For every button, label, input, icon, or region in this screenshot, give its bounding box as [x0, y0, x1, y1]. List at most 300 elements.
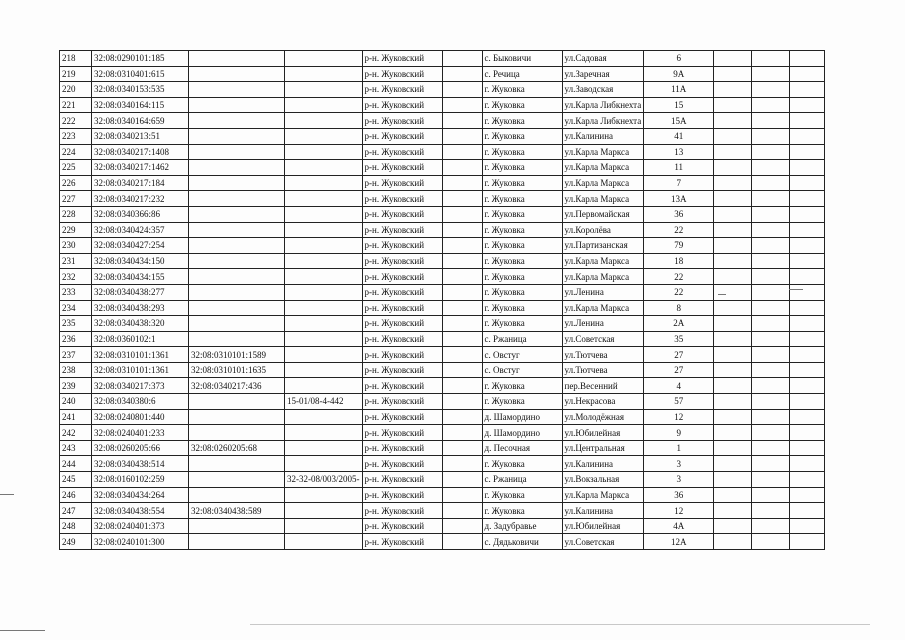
cell-extra	[790, 97, 825, 113]
cell-extra	[714, 362, 752, 378]
cell-district: р-н. Жуковский	[362, 518, 442, 534]
cell-district: р-н. Жуковский	[362, 362, 442, 378]
cell-house-number: 22	[644, 284, 714, 300]
cell-row-number: 245	[60, 472, 92, 488]
scan-artifact	[718, 294, 726, 295]
cell-blank	[442, 51, 482, 67]
cell-cadastral-number: 32:08:0240101:300	[92, 534, 189, 550]
cell-extra	[752, 269, 790, 285]
cell-extra	[790, 51, 825, 67]
cell-extra	[752, 253, 790, 269]
cell-cadastral-number: 32:08:0340164:659	[92, 113, 189, 129]
cell-cadastral-number-2	[189, 113, 285, 129]
cell-extra	[790, 518, 825, 534]
cell-house-number: 27	[644, 362, 714, 378]
cell-registration-number	[285, 269, 363, 285]
cell-cadastral-number: 32:08:0340153:535	[92, 82, 189, 98]
cell-extra	[714, 378, 752, 394]
cell-extra	[714, 316, 752, 332]
cell-cadastral-number: 32:08:0340424:357	[92, 222, 189, 238]
cell-extra	[752, 222, 790, 238]
table-row	[60, 144, 825, 160]
table-row	[60, 269, 825, 285]
cell-cadastral-number: 32:08:0360102:1	[92, 331, 189, 347]
cell-cadastral-number-2	[189, 253, 285, 269]
table-row	[60, 222, 825, 238]
cell-cadastral-number-2	[189, 206, 285, 222]
cell-street: ул.Юбилейная	[562, 425, 644, 441]
cell-cadastral-number-2	[189, 534, 285, 550]
cell-blank	[442, 487, 482, 503]
cell-row-number: 227	[60, 191, 92, 207]
cell-house-number: 22	[644, 269, 714, 285]
cell-extra	[752, 440, 790, 456]
table-row	[60, 487, 825, 503]
cell-district: р-н. Жуковский	[362, 394, 442, 410]
cell-extra	[714, 82, 752, 98]
cell-settlement: с. Быковичи	[482, 51, 562, 67]
cell-district: р-н. Жуковский	[362, 206, 442, 222]
cell-blank	[442, 378, 482, 394]
cell-street: ул.Карла Маркса	[562, 253, 644, 269]
cell-street: ул.Молодёжная	[562, 409, 644, 425]
cell-extra	[790, 238, 825, 254]
cell-house-number: 4А	[644, 518, 714, 534]
cell-extra	[714, 394, 752, 410]
cell-district: р-н. Жуковский	[362, 113, 442, 129]
cell-extra	[790, 82, 825, 98]
cell-blank	[442, 144, 482, 160]
cell-extra	[752, 51, 790, 67]
cell-extra	[714, 206, 752, 222]
cell-district: р-н. Жуковский	[362, 128, 442, 144]
cell-row-number: 221	[60, 97, 92, 113]
cell-extra	[790, 66, 825, 82]
cell-house-number: 79	[644, 238, 714, 254]
cell-extra	[714, 113, 752, 129]
cell-blank	[442, 409, 482, 425]
cell-district: р-н. Жуковский	[362, 425, 442, 441]
cell-house-number: 36	[644, 206, 714, 222]
cell-settlement: с. Речица	[482, 66, 562, 82]
cell-row-number: 239	[60, 378, 92, 394]
cell-street: ул.Партизанская	[562, 238, 644, 254]
cell-blank	[442, 472, 482, 488]
cell-district: р-н. Жуковский	[362, 534, 442, 550]
cell-district: р-н. Жуковский	[362, 472, 442, 488]
cell-registration-number	[285, 534, 363, 550]
cell-registration-number: 15-01/08-4-442	[285, 394, 363, 410]
cell-cadastral-number-2: 32:08:0310101:1589	[189, 347, 285, 363]
cell-blank	[442, 284, 482, 300]
cell-cadastral-number-2	[189, 66, 285, 82]
cell-cadastral-number: 32:08:0260205:66	[92, 440, 189, 456]
cell-row-number: 240	[60, 394, 92, 410]
table-row	[60, 300, 825, 316]
cell-street: ул.Центральная	[562, 440, 644, 456]
cell-extra	[714, 191, 752, 207]
table-row	[60, 284, 825, 300]
cell-settlement: г. Жуковка	[482, 378, 562, 394]
cell-row-number: 249	[60, 534, 92, 550]
cell-settlement: г. Жуковка	[482, 487, 562, 503]
cell-settlement: г. Жуковка	[482, 456, 562, 472]
table-row	[60, 409, 825, 425]
cell-extra	[790, 253, 825, 269]
cell-blank	[442, 97, 482, 113]
cell-extra	[752, 472, 790, 488]
cell-extra	[752, 347, 790, 363]
cell-street: ул.Карла Маркса	[562, 144, 644, 160]
cell-street: ул.Заречная	[562, 66, 644, 82]
cell-extra	[752, 191, 790, 207]
cell-settlement: г. Жуковка	[482, 269, 562, 285]
cell-registration-number	[285, 144, 363, 160]
cell-settlement: с. Ржаница	[482, 331, 562, 347]
cell-row-number: 243	[60, 440, 92, 456]
cell-settlement: г. Жуковка	[482, 238, 562, 254]
cell-extra	[714, 518, 752, 534]
cell-cadastral-number-2	[189, 222, 285, 238]
cell-district: р-н. Жуковский	[362, 160, 442, 176]
cell-extra	[790, 472, 825, 488]
cell-cadastral-number-2	[189, 316, 285, 332]
cell-row-number: 242	[60, 425, 92, 441]
cell-cadastral-number-2	[189, 425, 285, 441]
cell-cadastral-number: 32:08:0340434:155	[92, 269, 189, 285]
cell-district: р-н. Жуковский	[362, 222, 442, 238]
cell-extra	[752, 97, 790, 113]
cell-registration-number	[285, 97, 363, 113]
cell-extra	[790, 347, 825, 363]
table-row	[60, 503, 825, 519]
cell-extra	[714, 503, 752, 519]
cell-district: р-н. Жуковский	[362, 66, 442, 82]
table-row	[60, 347, 825, 363]
cell-row-number: 222	[60, 113, 92, 129]
cell-street: ул.Карла Либкнехта	[562, 97, 644, 113]
cell-extra	[790, 394, 825, 410]
cell-blank	[442, 238, 482, 254]
cell-cadastral-number-2	[189, 472, 285, 488]
cell-cadastral-number: 32:08:0240401:373	[92, 518, 189, 534]
table-row	[60, 456, 825, 472]
table-row	[60, 97, 825, 113]
cell-row-number: 230	[60, 238, 92, 254]
cell-blank	[442, 269, 482, 285]
cell-cadastral-number-2	[189, 456, 285, 472]
cell-registration-number	[285, 82, 363, 98]
cell-cadastral-number: 32:08:0310401:615	[92, 66, 189, 82]
cell-extra	[714, 284, 752, 300]
cell-settlement: г. Жуковка	[482, 300, 562, 316]
cell-blank	[442, 82, 482, 98]
cell-street: ул.Карла Маркса	[562, 160, 644, 176]
cell-street: ул.Карла Маркса	[562, 487, 644, 503]
cell-row-number: 220	[60, 82, 92, 98]
cell-extra	[714, 66, 752, 82]
cell-registration-number	[285, 425, 363, 441]
cell-district: р-н. Жуковский	[362, 97, 442, 113]
cell-house-number: 12А	[644, 534, 714, 550]
cell-cadastral-number-2	[189, 487, 285, 503]
cell-extra	[752, 206, 790, 222]
cell-cadastral-number-2	[189, 409, 285, 425]
cell-extra	[714, 51, 752, 67]
table-row	[60, 316, 825, 332]
cell-district: р-н. Жуковский	[362, 409, 442, 425]
cell-row-number: 231	[60, 253, 92, 269]
cell-blank	[442, 222, 482, 238]
cell-registration-number	[285, 503, 363, 519]
cell-house-number: 12	[644, 409, 714, 425]
table-row	[60, 160, 825, 176]
cell-cadastral-number-2	[189, 51, 285, 67]
cell-settlement: г. Жуковка	[482, 284, 562, 300]
cell-cadastral-number-2	[189, 518, 285, 534]
cell-extra	[714, 300, 752, 316]
cell-extra	[714, 487, 752, 503]
table-row	[60, 534, 825, 550]
cell-district: р-н. Жуковский	[362, 269, 442, 285]
cell-district: р-н. Жуковский	[362, 51, 442, 67]
cell-blank	[442, 191, 482, 207]
cell-house-number: 4	[644, 378, 714, 394]
cell-settlement: г. Жуковка	[482, 394, 562, 410]
cell-extra	[790, 534, 825, 550]
cell-street: ул.Советская	[562, 331, 644, 347]
cell-registration-number	[285, 378, 363, 394]
table-row	[60, 206, 825, 222]
cell-house-number: 1	[644, 440, 714, 456]
cell-blank	[442, 347, 482, 363]
table-row	[60, 518, 825, 534]
cell-blank	[442, 456, 482, 472]
table-row	[60, 253, 825, 269]
cell-cadastral-number-2: 32:08:0340438:589	[189, 503, 285, 519]
cell-row-number: 219	[60, 66, 92, 82]
cell-extra	[714, 144, 752, 160]
cell-registration-number	[285, 362, 363, 378]
cell-street: ул.Юбилейная	[562, 518, 644, 534]
cell-registration-number	[285, 66, 363, 82]
cell-registration-number	[285, 300, 363, 316]
cell-cadastral-number: 32:08:0240401:233	[92, 425, 189, 441]
cell-extra	[752, 409, 790, 425]
cell-extra	[790, 316, 825, 332]
cell-settlement: г. Жуковка	[482, 222, 562, 238]
cell-cadastral-number-2	[189, 238, 285, 254]
cell-settlement: г. Жуковка	[482, 253, 562, 269]
cell-blank	[442, 316, 482, 332]
cell-blank	[442, 440, 482, 456]
cell-extra	[790, 425, 825, 441]
cell-house-number: 12	[644, 503, 714, 519]
cell-cadastral-number-2	[189, 300, 285, 316]
cell-extra	[714, 534, 752, 550]
cell-row-number: 223	[60, 128, 92, 144]
table-row	[60, 82, 825, 98]
cell-settlement: г. Жуковка	[482, 113, 562, 129]
cell-street: ул.Первомайская	[562, 206, 644, 222]
table-row	[60, 440, 825, 456]
cell-blank	[442, 206, 482, 222]
cell-extra	[752, 394, 790, 410]
cell-street: ул.Калинина	[562, 456, 644, 472]
cell-street: пер.Весенний	[562, 378, 644, 394]
cell-row-number: 224	[60, 144, 92, 160]
cell-house-number: 6	[644, 51, 714, 67]
cell-extra	[752, 238, 790, 254]
cell-district: р-н. Жуковский	[362, 316, 442, 332]
cell-blank	[442, 518, 482, 534]
cell-extra	[790, 175, 825, 191]
cell-blank	[442, 362, 482, 378]
cell-cadastral-number-2	[189, 144, 285, 160]
table-row	[60, 128, 825, 144]
cell-settlement: г. Жуковка	[482, 128, 562, 144]
table-row	[60, 394, 825, 410]
cell-settlement: д. Шамордино	[482, 425, 562, 441]
cell-registration-number	[285, 253, 363, 269]
cell-blank	[442, 394, 482, 410]
cell-house-number: 15	[644, 97, 714, 113]
cell-district: р-н. Жуковский	[362, 175, 442, 191]
table-row	[60, 51, 825, 67]
cell-cadastral-number: 32:08:0160102:259	[92, 472, 189, 488]
cell-settlement: г. Жуковка	[482, 503, 562, 519]
scan-artifact	[789, 289, 803, 290]
cell-extra	[714, 425, 752, 441]
cell-cadastral-number: 32:08:0340217:373	[92, 378, 189, 394]
cell-district: р-н. Жуковский	[362, 238, 442, 254]
cell-district: р-н. Жуковский	[362, 144, 442, 160]
cell-extra	[790, 113, 825, 129]
cell-blank	[442, 113, 482, 129]
cell-street: ул.Карла Маркса	[562, 175, 644, 191]
cell-cadastral-number-2	[189, 82, 285, 98]
cell-cadastral-number-2	[189, 175, 285, 191]
cell-extra	[714, 331, 752, 347]
cell-extra	[790, 269, 825, 285]
cell-extra	[714, 253, 752, 269]
cell-extra	[714, 238, 752, 254]
cell-house-number: 13	[644, 144, 714, 160]
cell-extra	[790, 456, 825, 472]
cell-house-number: 11А	[644, 82, 714, 98]
cell-street: ул.Некрасова	[562, 394, 644, 410]
scan-artifact	[250, 624, 870, 625]
cell-district: р-н. Жуковский	[362, 487, 442, 503]
cell-house-number: 11	[644, 160, 714, 176]
cell-blank	[442, 253, 482, 269]
cell-extra	[752, 331, 790, 347]
cell-extra	[752, 66, 790, 82]
cell-settlement: г. Жуковка	[482, 160, 562, 176]
cell-blank	[442, 66, 482, 82]
cell-settlement: с. Ржаница	[482, 472, 562, 488]
cell-house-number: 27	[644, 347, 714, 363]
cell-cadastral-number: 32:08:0340438:514	[92, 456, 189, 472]
table-row	[60, 378, 825, 394]
cell-blank	[442, 425, 482, 441]
cell-house-number: 41	[644, 128, 714, 144]
cell-row-number: 236	[60, 331, 92, 347]
cell-registration-number	[285, 128, 363, 144]
cell-blank	[442, 300, 482, 316]
cell-extra	[714, 128, 752, 144]
cell-registration-number	[285, 331, 363, 347]
cell-blank	[442, 331, 482, 347]
cell-registration-number	[285, 456, 363, 472]
cell-registration-number	[285, 206, 363, 222]
cell-street: ул.Советская	[562, 534, 644, 550]
table-row	[60, 191, 825, 207]
cell-street: ул.Калинина	[562, 128, 644, 144]
cell-extra	[714, 456, 752, 472]
cell-street: ул.Карла Либкнехта	[562, 113, 644, 129]
cell-cadastral-number-2	[189, 394, 285, 410]
cell-cadastral-number: 32:08:0340217:1462	[92, 160, 189, 176]
cell-extra	[752, 175, 790, 191]
cell-cadastral-number: 32:08:0340164:115	[92, 97, 189, 113]
cell-district: р-н. Жуковский	[362, 284, 442, 300]
cell-cadastral-number: 32:08:0340438:293	[92, 300, 189, 316]
cell-cadastral-number-2: 32:08:0260205:68	[189, 440, 285, 456]
cell-extra	[790, 284, 825, 300]
cell-settlement: г. Жуковка	[482, 316, 562, 332]
cell-cadastral-number: 32:08:0340434:150	[92, 253, 189, 269]
cell-cadastral-number: 32:08:0340380:6	[92, 394, 189, 410]
cell-registration-number	[285, 487, 363, 503]
cell-extra	[752, 128, 790, 144]
cell-row-number: 248	[60, 518, 92, 534]
cell-district: р-н. Жуковский	[362, 456, 442, 472]
cell-street: ул.Садовая	[562, 51, 644, 67]
cell-cadastral-number: 32:08:0290101:185	[92, 51, 189, 67]
cell-row-number: 232	[60, 269, 92, 285]
cell-district: р-н. Жуковский	[362, 503, 442, 519]
cell-extra	[714, 472, 752, 488]
table-row	[60, 113, 825, 129]
cell-cadastral-number: 32:08:0340217:184	[92, 175, 189, 191]
cell-extra	[790, 378, 825, 394]
cell-extra	[714, 97, 752, 113]
cell-registration-number	[285, 238, 363, 254]
table-row	[60, 362, 825, 378]
table-row	[60, 175, 825, 191]
table-row	[60, 66, 825, 82]
scan-artifact	[0, 494, 14, 495]
cell-row-number: 235	[60, 316, 92, 332]
cell-settlement: г. Жуковка	[482, 206, 562, 222]
cell-district: р-н. Жуковский	[362, 331, 442, 347]
cell-extra	[790, 206, 825, 222]
cell-row-number: 247	[60, 503, 92, 519]
cell-registration-number	[285, 175, 363, 191]
cell-settlement: д. Песочная	[482, 440, 562, 456]
cell-cadastral-number-2	[189, 191, 285, 207]
cell-blank	[442, 128, 482, 144]
cell-registration-number	[285, 440, 363, 456]
cell-cadastral-number-2	[189, 269, 285, 285]
cell-street: ул.Королёва	[562, 222, 644, 238]
scan-artifact	[0, 630, 45, 631]
cell-settlement: с. Овстуг	[482, 347, 562, 363]
cell-house-number: 8	[644, 300, 714, 316]
cell-cadastral-number: 32:08:0310101:1361	[92, 362, 189, 378]
cell-extra	[752, 487, 790, 503]
